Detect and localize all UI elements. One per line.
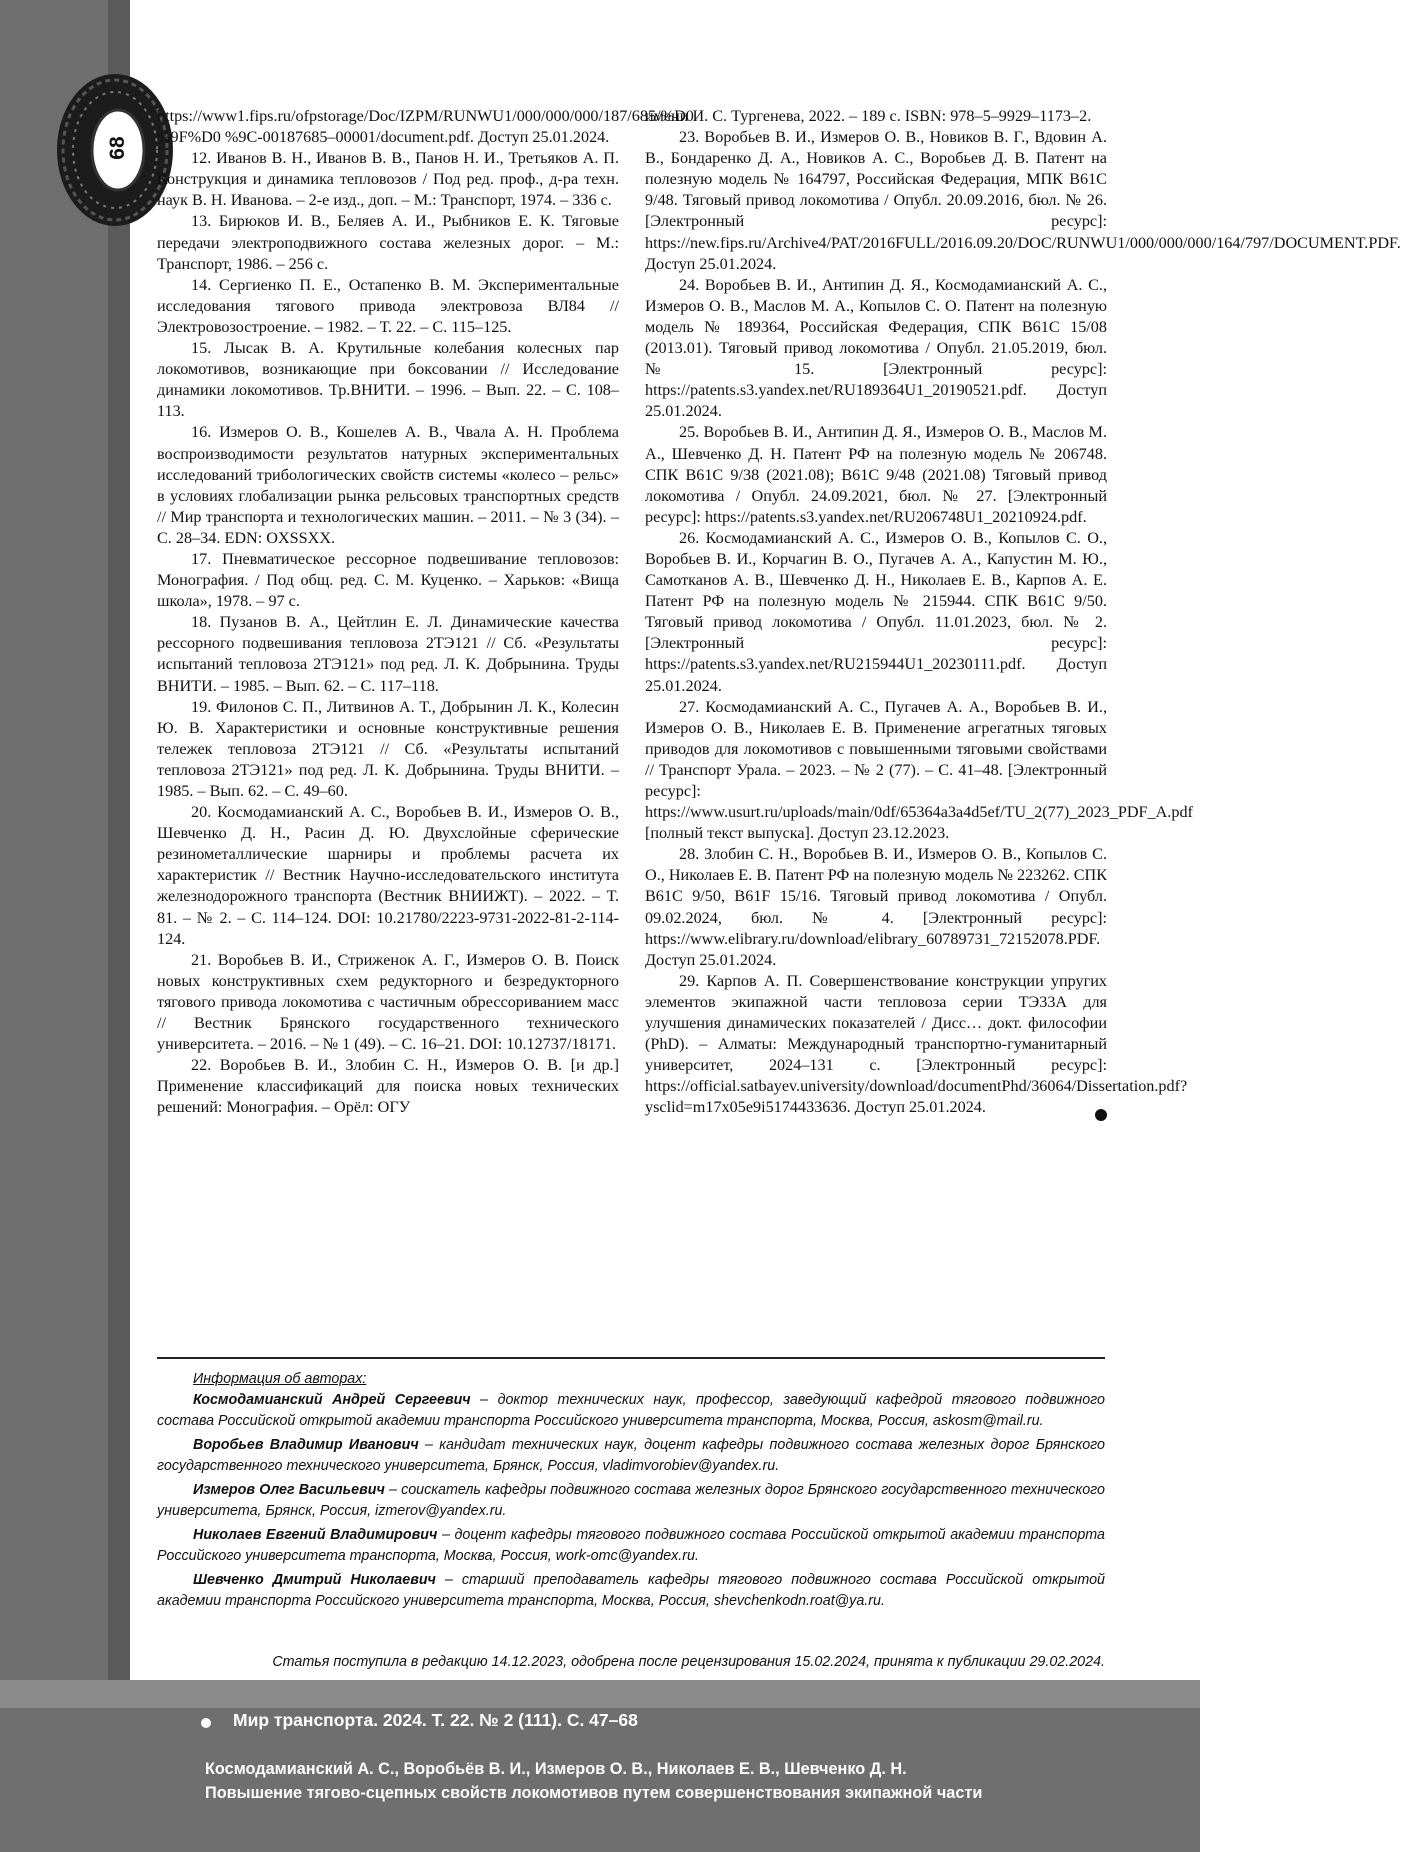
footer-band-light [0, 1680, 1200, 1708]
reference-item: 25. Воробьев В. И., Антипин Д. Я., Измеров О. В., Маслов М. А., Шевченко Д. Н. Патент РФ на полезную модель № 206748. СПК B61C 9/38 (2021.08); B61C 9/48 (2021.08) Тяговый привод локомотива / Опубл. 24.09.2021, бюл. № 27. [Электронный ресурс]: https://patents.s3.yandex.net/RU206748U1_20210924.pdf. [645, 423, 1107, 526]
author-entry [157, 1525, 1105, 1567]
reference-item: 27. Космодамианский А. С., Пугачев А. А., Воробьев В. И., Измеров О. В., Николаев Е. В. Применение агрегатных тяговых приводов для локомотивов с повышенными тяговыми свойствами // Транспорт Урала. – 2023. – № 2 (77). – С. 41–48. [Электронный ресурс]: https://www.usurt.ru/uploads/main/0df/65364a3a4d5ef/TU_2(77)_2023_PDF_A.pdf [полный текст выпуска]. Доступ 23.12.2023. [645, 697, 1193, 843]
references-left-column [157, 106, 694, 1119]
author-entry [157, 1480, 1105, 1522]
reference-item: имени И. С. Тургенева, 2022. – 189 с. ISBN: 978–5–9929–1173–2. [645, 107, 1092, 125]
author-details: – доцент кафедры тягового подвижного состава Российской открытой академии транспорта Российского университета транспорта, Москва, Россия, work-omc@yandex.ru. [157, 1527, 1105, 1564]
reference-item: 26. Космодамианский А. С., Измеров О. В., Копылов С. О., Воробьев В. И., Корчагин В. О., Пугачев А. А., Капустин М. Ю., Самотканов А. В., Шевченко Д. Н., Николаев Е. В., Карпов А. Е. Патент РФ на полезную модель № 215944. СПК B61C 9/50. Тяговый привод локомотива / Опубл. 11.01.2023, бюл. № 2. [Электронный ресурс]: https://patents.s3.yandex.net/RU215944U1_20230111.pdf. Доступ 25.01.2024. [645, 528, 1107, 695]
article-received-dates: Статья поступила в редакцию 14.12.2023, одобрена после рецензирования 15.02.2024, принята к публикации 29.02.2024. [272, 1654, 1105, 1670]
author-details: – соискатель кафедры подвижного состава железных дорог Брянского государственного технического университета, Брянск, Россия, izmerov@yandex.ru. [157, 1482, 1105, 1519]
left-sidebar-band [0, 0, 130, 1680]
author-name: Измеров Олег Васильевич [193, 1482, 385, 1498]
reference-item: 23. Воробьев В. И., Измеров О. В., Новиков В. Г., Вдовин А. В., Бондаренко Д. А., Новиков А. С., Воробьев Д. В. Патент на полезную модель № 164797, Российская Федерация, МПК B61C 9/48. Тяговый привод локомотива / Опубл. 20.09.2016, бюл. № 26. [Электронный ресурс]: https://new.fips.ru/Archive4/PAT/2016FULL/2016.09.20/DOC/RUNWU1/000/000/000/164/797/DOCUMENT.PDF. Доступ 25.01.2024. [645, 128, 1401, 273]
reference-item: 28. Злобин С. Н., Воробьев В. И., Измеров О. В., Копылов С. О., Николаев Е. В. Патент РФ на полезную модель № 223262. СПК B61C 9/50, B61F 15/16. Тяговый привод локомотива / Опубл. 09.02.2024, бюл. № 4. [Электронный ресурс]: https://www.elibrary.ru/download/elibrary_60789731_72152078.PDF. Доступ 25.01.2024. [645, 845, 1107, 969]
author-details: – старший преподаватель кафедры тягового подвижного состава Российской открытой академии транспорта Российского университета транспорта, Москва, Россия, shevchenkodn.roat@ya.ru. [157, 1572, 1105, 1609]
authors-divider [157, 1357, 1105, 1359]
reference-item: 24. Воробьев В. И., Антипин Д. Я., Космодамианский А. С., Измеров О. В., Маслов М. А., Копылов С. О. Патент на полезную модель № 189364, Российская Федерация, СПК B61C 15/08 (2013.01). Тяговый привод локомотива / Опубл. 21.05.2019, бюл. № 15. [Электронный ресурс]: https://patents.s3.yandex.net/RU189364U1_20190521.pdf. Доступ 25.01.2024. [645, 275, 1107, 421]
reference-item: 21. Воробьев В. И., Стриженок А. Г., Измеров О. В. Поиск новых конструктивных схем редукторного и безредукторного тягового привода локомотива с частичным обрессориванием масс // Вестник Брянского государственного технического университета. – 2016. – № 1 (49). – С. 16–21. DOI: 10.12737/18171. [157, 950, 619, 1054]
author-entry [157, 1390, 1105, 1432]
end-of-article-dot-icon [1095, 1109, 1107, 1121]
reference-item: 22. Воробьев В. И., Злобин С. Н., Измеров О. В. [и др.] Применение классификаций для поиска новых технических решений: Монография. – Орёл: ОГУ [157, 1056, 619, 1117]
authors-info-heading: Информация об авторах: [193, 1371, 367, 1387]
author-name: Космодамианский Андрей Сергеевич [193, 1392, 471, 1408]
author-name: Воробьев Владимир Иванович [193, 1437, 419, 1453]
authors-info [157, 1369, 1105, 1615]
reference-item: 14. Сергиенко П. Е., Остапенко В. М. Экспериментальные исследования тягового привода электровоза ВЛ84 // Электровозостроение. – 1982. – Т. 22. – С. 115–125. [157, 275, 619, 336]
author-name: Николаев Евгений Владимирович [193, 1527, 438, 1543]
author-entry [157, 1570, 1105, 1612]
author-entry [157, 1435, 1105, 1477]
reference-item: 20. Космодамианский А. С., Воробьев В. И., Измеров О. В., Шевченко Д. Н., Расин Д. Ю. Двухслойные сферические резинометаллические шарниры и проблемы расчета их характеристик // Вестник Научно-исследовательского института железнодорожного транспорта (Вестник ВНИИЖТ). – 2022. – Т. 81. – № 2. – С. 114–124. DOI: 10.21780/2223-9731-2022-81-2-114-124. [157, 803, 619, 948]
reference-item: 19. Филонов С. П., Литвинов А. Т., Добрынин Л. К., Колесин Ю. В. Характеристики и основные конструктивные решения тележек тепловоза 2ТЭ121 // Сб. «Результаты испытаний тепловоза 2ТЭ121» под ред. Л. К. Добрынина. Труды ВНИТИ. – 1985. – Вып. 62. – С. 49–60. [157, 697, 619, 800]
reference-item: 17. Пневматическое рессорное подвешивание тепловозов: Монография. / Под общ. ред. С. М. Куценко. – Харьков: «Вища школа», 1978. – 97 с. [157, 549, 619, 611]
reference-item: https://www1.fips.ru/ofpstorage/Doc/IZPM/RUNWU1/000/000/000/187/685/%D0 %9F%D0 %9C-00187685–00001/document.pdf. Доступ 25.01.2024. [157, 107, 694, 147]
reference-item: 18. Пузанов В. А., Цейтлин Е. Л. Динамические качества рессорного подвешивания тепловоза 2ТЭ121 // Сб. «Результаты испытаний тепловоза 2ТЭ121» под ред. Л. К. Добрынина. Труды ВНИТИ. – 1985. – Вып. 62. – С. 117–118. [157, 613, 619, 695]
author-details: – кандидат технических наук, доцент кафедры подвижного состава железных дорог Брянского государственного технического университета, Брянск, Россия, vladimvorobiev@yandex.ru. [157, 1437, 1105, 1474]
bullet-icon [201, 1718, 211, 1728]
references-right-items [645, 106, 1401, 1119]
authors-list [157, 1390, 1105, 1612]
references-right-column [645, 106, 1401, 1119]
reference-item: 12. Иванов В. Н., Иванов В. В., Панов Н. И., Третьяков А. П. Конструкция и динамика тепловозов / Под ред. проф., д-ра техн. наук В. Н. Иванова. – 2-е изд., доп. – М.: Транспорт, 1974. – 336 с. [157, 149, 619, 210]
journal-citation: Мир транспорта. 2024. Т. 22. № 2 (111). С. 47–68 [233, 1710, 638, 1730]
reference-item: 15. Лысак В. А. Крутильные колебания колесных пар локомотивов, возникающие при боксовании // Исследование динамики локомотивов. Тр.ВНИТИ. – 1996. – Вып. 22. – С. 108–113. [157, 339, 619, 421]
reference-item: 29. Карпов А. П. Совершенствование конструкции упругих элементов экипажной части тепловоза серии ТЭ33А для улучшения динамических показателей / Дисс… докт. философии (PhD). – Алматы: Международный транспортно-гуманитарный университет, 2024–131 с. [Электронный ресурс]: https://official.satbayev.university/download/documentPhd/36064/Dissertation.pdf?ysclid=m17x05e9i5174433636. Доступ 25.01.2024. [645, 971, 1188, 1117]
author-name: Шевченко Дмитрий Николаевич [193, 1572, 436, 1588]
sidebar-inner-stripe [108, 0, 130, 1680]
references-section [157, 106, 1401, 1276]
author-details: – доктор технических наук, профессор, заведующий кафедрой тягового подвижного состава Российской открытой академии транспорта Российского университета транспорта, Москва, Россия, askosm@mail.ru. [157, 1392, 1106, 1429]
footer-article-title: Повышение тягово-сцепных свойств локомотивов путем совершенствования экипажной части [205, 1784, 983, 1802]
footer-authors: Космодамианский А. С., Воробьёв В. И., Измеров О. В., Николаев Е. В., Шевченко Д. Н. [205, 1760, 907, 1778]
reference-item: 16. Измеров О. В., Кошелев А. В., Чвала А. Н. Проблема воспроизводимости результатов натурных экспериментальных исследований трибологических свойств системы «колесо – рельс» в условиях глобализации рынка рельсовых транспортных средств // Мир транспорта и технологических машин. – 2011. – № 3 (34). – С. 28–34. EDN: OXSSXX. [157, 423, 619, 547]
page-number: 68 [106, 136, 129, 160]
reference-item: 13. Бирюков И. В., Беляев А. И., Рыбников Е. К. Тяговые передачи электроподвижного состава железных дорог. – М.: Транспорт, 1986. – 256 с. [157, 212, 619, 273]
